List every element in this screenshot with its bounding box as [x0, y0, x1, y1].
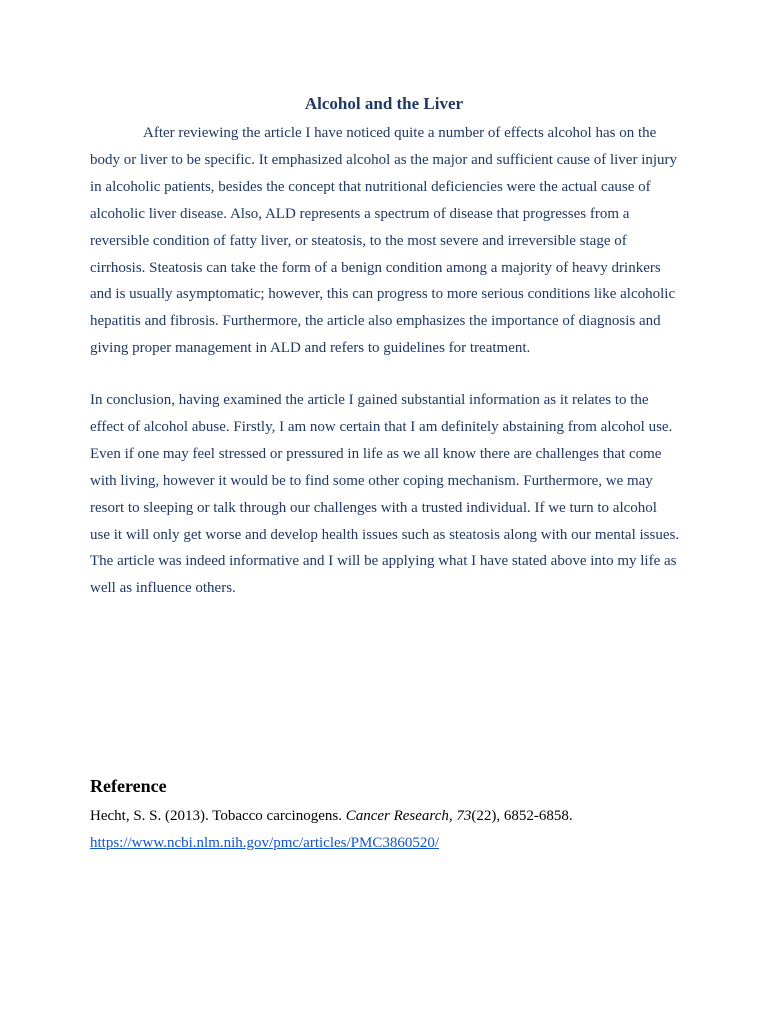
reference-entry — [90, 803, 690, 857]
reference-journal-volume: Cancer Research, 73 — [345, 808, 472, 824]
reference-authors-year: Hecht, S. S. (2013). Tobacco carcinogens. — [90, 808, 346, 824]
reference-heading: Reference — [90, 776, 167, 796]
reference-url-link[interactable]: https://www.ncbi.nlm.nih.gov/pmc/articles/PMC3860520/ — [90, 835, 440, 851]
body-paragraph-2: In conclusion, having examined the article I gained substantial information as it relates to the effect of alcohol abuse. Firstly, I am now certain that I am definitely abstaining from alcohol use. Even if one may feel stressed or pressured in life as we all know there are challenges that come with living, however it would be to find some other coping mechanism. Furthermore, we may resort to sleeping or talk through our challenges with a trusted individual. If we turn to alcohol use it will only get worse and develop health issues such as steatosis along with our mental issues. The article was indeed informative and I will be applying what I have stated above into my life as well as influence others. — [90, 392, 680, 597]
reference-issue-pages: (22), 6852-6858. — [471, 808, 573, 824]
body-paragraph-1: After reviewing the article I have noticed quite a number of effects alcohol has on the body or liver to be specific. It emphasized alcohol as the major and sufficient cause of liver injury in alcoholic patients, besides the concept that nutritional deficiencies were the actual cause of alcoholic liver disease. Also, ALD represents a spectrum of disease that progresses from a reversible condition of fatty liver, or steatosis, to the most severe and irreversible stage of cirrhosis. Steatosis can take the form of a benign condition among a majority of heavy drinkers and is usually asymptomatic; however, this can progress to more serious conditions like alcoholic hepatitis and fibrosis. Furthermore, the article also emphasizes the importance of diagnosis and giving proper management in ALD and refers to guidelines for treatment. — [90, 125, 678, 357]
document-title: Alcohol and the Liver — [304, 94, 464, 113]
